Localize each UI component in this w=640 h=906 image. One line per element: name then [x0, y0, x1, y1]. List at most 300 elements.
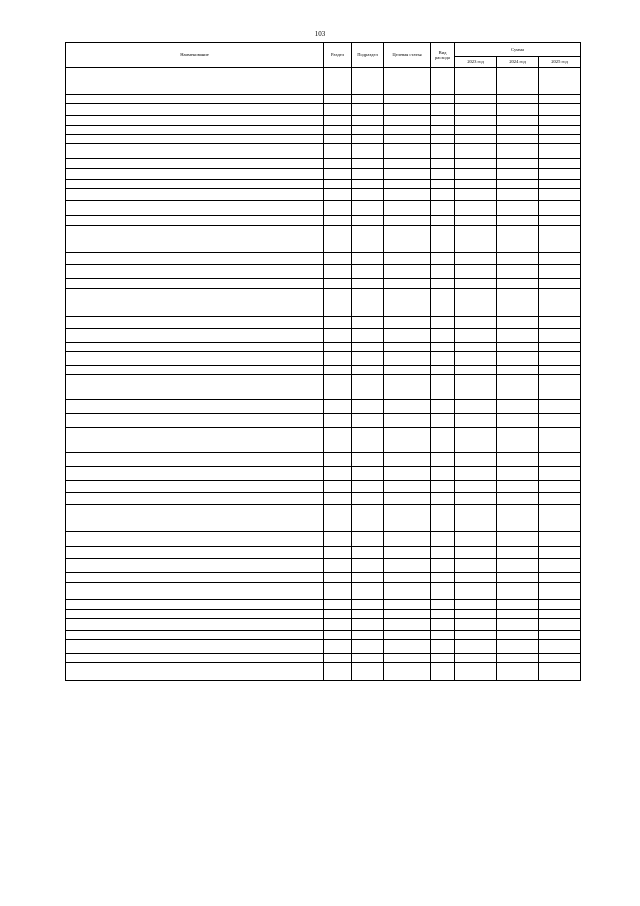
row-subsection [352, 265, 384, 279]
row-expense-type [431, 189, 455, 201]
row-name [66, 400, 324, 414]
table-row [66, 547, 581, 559]
row-name [66, 169, 324, 180]
row-subsection [352, 547, 384, 559]
table-row [66, 253, 581, 265]
row-target-article [384, 573, 431, 583]
table-row [66, 532, 581, 547]
row-name [66, 600, 324, 610]
row-amount-2025 [539, 631, 581, 640]
table-row [66, 144, 581, 159]
row-amount-2024 [497, 547, 539, 559]
row-section [324, 104, 352, 116]
row-subsection [352, 352, 384, 366]
row-amount-2025 [539, 116, 581, 126]
row-subsection [352, 640, 384, 654]
row-subsection [352, 68, 384, 95]
row-subsection [352, 467, 384, 481]
row-target-article [384, 201, 431, 216]
row-subsection [352, 414, 384, 428]
row-amount-2024 [497, 289, 539, 317]
row-subsection [352, 600, 384, 610]
row-amount-2023 [455, 559, 497, 573]
row-section [324, 631, 352, 640]
row-target-article [384, 619, 431, 631]
row-subsection [352, 619, 384, 631]
row-target-article [384, 329, 431, 343]
row-target-article [384, 253, 431, 265]
row-target-article [384, 343, 431, 352]
row-amount-2024 [497, 126, 539, 135]
row-amount-2023 [455, 253, 497, 265]
row-expense-type [431, 366, 455, 375]
row-section [324, 467, 352, 481]
row-section [324, 600, 352, 610]
row-amount-2024 [497, 201, 539, 216]
row-amount-2024 [497, 226, 539, 253]
row-amount-2023 [455, 573, 497, 583]
row-name [66, 631, 324, 640]
row-subsection [352, 253, 384, 265]
row-subsection [352, 126, 384, 135]
row-amount-2023 [455, 453, 497, 467]
table-row [66, 180, 581, 189]
row-name [66, 366, 324, 375]
row-section [324, 573, 352, 583]
row-amount-2024 [497, 610, 539, 619]
row-name [66, 126, 324, 135]
row-target-article [384, 265, 431, 279]
row-amount-2025 [539, 159, 581, 169]
table-row [66, 95, 581, 104]
row-expense-type [431, 654, 455, 663]
row-section [324, 343, 352, 352]
row-expense-type [431, 95, 455, 104]
row-name [66, 317, 324, 329]
row-expense-type [431, 505, 455, 532]
row-expense-type [431, 317, 455, 329]
row-expense-type [431, 352, 455, 366]
row-subsection [352, 216, 384, 226]
row-section [324, 400, 352, 414]
row-expense-type [431, 663, 455, 681]
row-section [324, 414, 352, 428]
table-row [66, 600, 581, 610]
row-section [324, 583, 352, 600]
row-amount-2023 [455, 265, 497, 279]
table-row [66, 654, 581, 663]
row-amount-2024 [497, 279, 539, 289]
row-subsection [352, 559, 384, 573]
row-section [324, 317, 352, 329]
table-row [66, 573, 581, 583]
row-name [66, 352, 324, 366]
row-amount-2025 [539, 289, 581, 317]
row-name [66, 493, 324, 505]
row-target-article [384, 640, 431, 654]
row-amount-2024 [497, 116, 539, 126]
row-name [66, 610, 324, 619]
table-row [66, 505, 581, 532]
row-expense-type [431, 467, 455, 481]
row-target-article [384, 216, 431, 226]
row-section [324, 366, 352, 375]
table-row [66, 216, 581, 226]
row-section [324, 289, 352, 317]
row-amount-2023 [455, 375, 497, 400]
row-amount-2024 [497, 189, 539, 201]
row-amount-2024 [497, 135, 539, 144]
row-subsection [352, 631, 384, 640]
row-subsection [352, 453, 384, 467]
row-amount-2025 [539, 428, 581, 453]
row-subsection [352, 159, 384, 169]
row-subsection [352, 329, 384, 343]
row-amount-2024 [497, 583, 539, 600]
row-target-article [384, 583, 431, 600]
header-sum: Сумма [455, 43, 581, 57]
row-amount-2024 [497, 216, 539, 226]
row-amount-2025 [539, 375, 581, 400]
row-name [66, 343, 324, 352]
row-expense-type [431, 375, 455, 400]
row-expense-type [431, 400, 455, 414]
row-target-article [384, 547, 431, 559]
table-row [66, 159, 581, 169]
row-subsection [352, 95, 384, 104]
row-amount-2024 [497, 375, 539, 400]
table-row [66, 366, 581, 375]
row-expense-type [431, 201, 455, 216]
row-section [324, 68, 352, 95]
row-amount-2025 [539, 279, 581, 289]
row-section [324, 559, 352, 573]
row-subsection [352, 583, 384, 600]
row-target-article [384, 68, 431, 95]
row-expense-type [431, 547, 455, 559]
row-expense-type [431, 631, 455, 640]
row-amount-2024 [497, 654, 539, 663]
row-expense-type [431, 216, 455, 226]
row-amount-2025 [539, 619, 581, 631]
row-amount-2025 [539, 216, 581, 226]
budget-table [65, 42, 581, 681]
row-subsection [352, 144, 384, 159]
row-expense-type [431, 104, 455, 116]
row-amount-2025 [539, 169, 581, 180]
row-amount-2025 [539, 414, 581, 428]
row-amount-2023 [455, 126, 497, 135]
row-target-article [384, 226, 431, 253]
table-row [66, 414, 581, 428]
row-amount-2023 [455, 201, 497, 216]
row-amount-2024 [497, 104, 539, 116]
row-expense-type [431, 428, 455, 453]
table-row [66, 493, 581, 505]
row-amount-2025 [539, 352, 581, 366]
table-row [66, 663, 581, 681]
row-amount-2024 [497, 631, 539, 640]
row-amount-2025 [539, 126, 581, 135]
row-expense-type [431, 68, 455, 95]
header-year-2024: 2024 год [497, 57, 539, 68]
row-amount-2023 [455, 68, 497, 95]
row-amount-2023 [455, 343, 497, 352]
row-section [324, 481, 352, 493]
row-name [66, 116, 324, 126]
table-row [66, 104, 581, 116]
row-subsection [352, 116, 384, 126]
row-amount-2025 [539, 201, 581, 216]
row-amount-2023 [455, 317, 497, 329]
row-subsection [352, 104, 384, 116]
row-amount-2023 [455, 289, 497, 317]
row-amount-2025 [539, 343, 581, 352]
row-amount-2024 [497, 619, 539, 631]
row-amount-2025 [539, 453, 581, 467]
table-row [66, 126, 581, 135]
row-amount-2024 [497, 467, 539, 481]
row-section [324, 640, 352, 654]
row-amount-2023 [455, 481, 497, 493]
row-target-article [384, 189, 431, 201]
row-amount-2025 [539, 467, 581, 481]
row-name [66, 279, 324, 289]
row-section [324, 159, 352, 169]
row-amount-2023 [455, 610, 497, 619]
row-expense-type [431, 253, 455, 265]
row-amount-2024 [497, 573, 539, 583]
row-amount-2023 [455, 547, 497, 559]
row-name [66, 253, 324, 265]
row-section [324, 216, 352, 226]
row-name [66, 505, 324, 532]
row-amount-2025 [539, 640, 581, 654]
row-name [66, 144, 324, 159]
row-amount-2024 [497, 493, 539, 505]
header-year-2025: 2025 год [539, 57, 581, 68]
row-section [324, 375, 352, 400]
row-expense-type [431, 265, 455, 279]
row-amount-2023 [455, 600, 497, 610]
row-name [66, 180, 324, 189]
row-target-article [384, 126, 431, 135]
row-target-article [384, 317, 431, 329]
row-amount-2024 [497, 400, 539, 414]
row-amount-2025 [539, 573, 581, 583]
row-section [324, 265, 352, 279]
row-amount-2023 [455, 226, 497, 253]
row-amount-2024 [497, 600, 539, 610]
row-subsection [352, 201, 384, 216]
row-amount-2024 [497, 366, 539, 375]
row-section [324, 610, 352, 619]
row-amount-2023 [455, 414, 497, 428]
row-expense-type [431, 583, 455, 600]
row-target-article [384, 453, 431, 467]
row-expense-type [431, 180, 455, 189]
row-amount-2025 [539, 317, 581, 329]
row-name [66, 375, 324, 400]
row-target-article [384, 169, 431, 180]
row-name [66, 329, 324, 343]
row-amount-2025 [539, 663, 581, 681]
row-section [324, 116, 352, 126]
row-subsection [352, 505, 384, 532]
table-row [66, 279, 581, 289]
row-amount-2025 [539, 68, 581, 95]
table-row [66, 467, 581, 481]
row-amount-2024 [497, 505, 539, 532]
table-row [66, 610, 581, 619]
row-amount-2025 [539, 481, 581, 493]
row-name [66, 559, 324, 573]
row-amount-2023 [455, 631, 497, 640]
row-target-article [384, 481, 431, 493]
row-subsection [352, 317, 384, 329]
row-section [324, 279, 352, 289]
row-target-article [384, 366, 431, 375]
row-section [324, 505, 352, 532]
row-amount-2024 [497, 329, 539, 343]
row-section [324, 453, 352, 467]
row-expense-type [431, 159, 455, 169]
row-amount-2024 [497, 640, 539, 654]
row-subsection [352, 654, 384, 663]
row-expense-type [431, 619, 455, 631]
row-section [324, 493, 352, 505]
row-name [66, 95, 324, 104]
row-section [324, 619, 352, 631]
row-amount-2025 [539, 180, 581, 189]
row-subsection [352, 169, 384, 180]
row-name [66, 226, 324, 253]
row-target-article [384, 663, 431, 681]
row-amount-2024 [497, 68, 539, 95]
row-name [66, 654, 324, 663]
row-expense-type [431, 126, 455, 135]
row-expense-type [431, 493, 455, 505]
row-target-article [384, 95, 431, 104]
header-name: Наименование [66, 43, 324, 68]
row-subsection [352, 610, 384, 619]
row-name [66, 453, 324, 467]
row-target-article [384, 104, 431, 116]
row-amount-2025 [539, 493, 581, 505]
table-row [66, 169, 581, 180]
row-expense-type [431, 573, 455, 583]
row-amount-2024 [497, 180, 539, 189]
row-expense-type [431, 279, 455, 289]
row-target-article [384, 159, 431, 169]
row-amount-2025 [539, 265, 581, 279]
row-amount-2024 [497, 481, 539, 493]
row-expense-type [431, 414, 455, 428]
row-name [66, 414, 324, 428]
row-section [324, 329, 352, 343]
row-target-article [384, 600, 431, 610]
row-subsection [352, 226, 384, 253]
row-target-article [384, 559, 431, 573]
row-amount-2023 [455, 428, 497, 453]
row-amount-2023 [455, 135, 497, 144]
row-subsection [352, 189, 384, 201]
row-target-article [384, 400, 431, 414]
row-subsection [352, 532, 384, 547]
table-row [66, 135, 581, 144]
row-section [324, 135, 352, 144]
table-row [66, 226, 581, 253]
row-target-article [384, 467, 431, 481]
row-section [324, 189, 352, 201]
row-amount-2024 [497, 414, 539, 428]
row-section [324, 428, 352, 453]
row-subsection [352, 375, 384, 400]
row-amount-2024 [497, 253, 539, 265]
row-name [66, 68, 324, 95]
table-row [66, 640, 581, 654]
table-row [66, 559, 581, 573]
row-section [324, 95, 352, 104]
row-name [66, 159, 324, 169]
row-name [66, 640, 324, 654]
table-row [66, 201, 581, 216]
row-target-article [384, 116, 431, 126]
row-amount-2025 [539, 95, 581, 104]
header-target-article: Целевая статья [384, 43, 431, 68]
row-expense-type [431, 144, 455, 159]
row-target-article [384, 289, 431, 317]
table-row [66, 265, 581, 279]
row-amount-2025 [539, 104, 581, 116]
row-amount-2025 [539, 135, 581, 144]
row-target-article [384, 352, 431, 366]
row-amount-2025 [539, 253, 581, 265]
table-row [66, 375, 581, 400]
row-expense-type [431, 453, 455, 467]
row-amount-2025 [539, 226, 581, 253]
row-expense-type [431, 481, 455, 493]
header-subsection: Подраздел [352, 43, 384, 68]
row-expense-type [431, 343, 455, 352]
row-amount-2023 [455, 640, 497, 654]
row-target-article [384, 414, 431, 428]
row-amount-2024 [497, 95, 539, 104]
row-name [66, 289, 324, 317]
row-amount-2024 [497, 663, 539, 681]
row-expense-type [431, 135, 455, 144]
row-name [66, 104, 324, 116]
row-subsection [352, 289, 384, 317]
row-amount-2024 [497, 265, 539, 279]
row-amount-2025 [539, 559, 581, 573]
table-row [66, 352, 581, 366]
table-row [66, 481, 581, 493]
row-amount-2023 [455, 329, 497, 343]
row-amount-2024 [497, 428, 539, 453]
row-amount-2023 [455, 532, 497, 547]
row-amount-2023 [455, 159, 497, 169]
row-subsection [352, 428, 384, 453]
row-subsection [352, 180, 384, 189]
row-amount-2025 [539, 366, 581, 375]
row-expense-type [431, 559, 455, 573]
row-name [66, 135, 324, 144]
row-amount-2023 [455, 493, 497, 505]
row-amount-2024 [497, 169, 539, 180]
row-amount-2023 [455, 583, 497, 600]
table-body [66, 68, 581, 681]
